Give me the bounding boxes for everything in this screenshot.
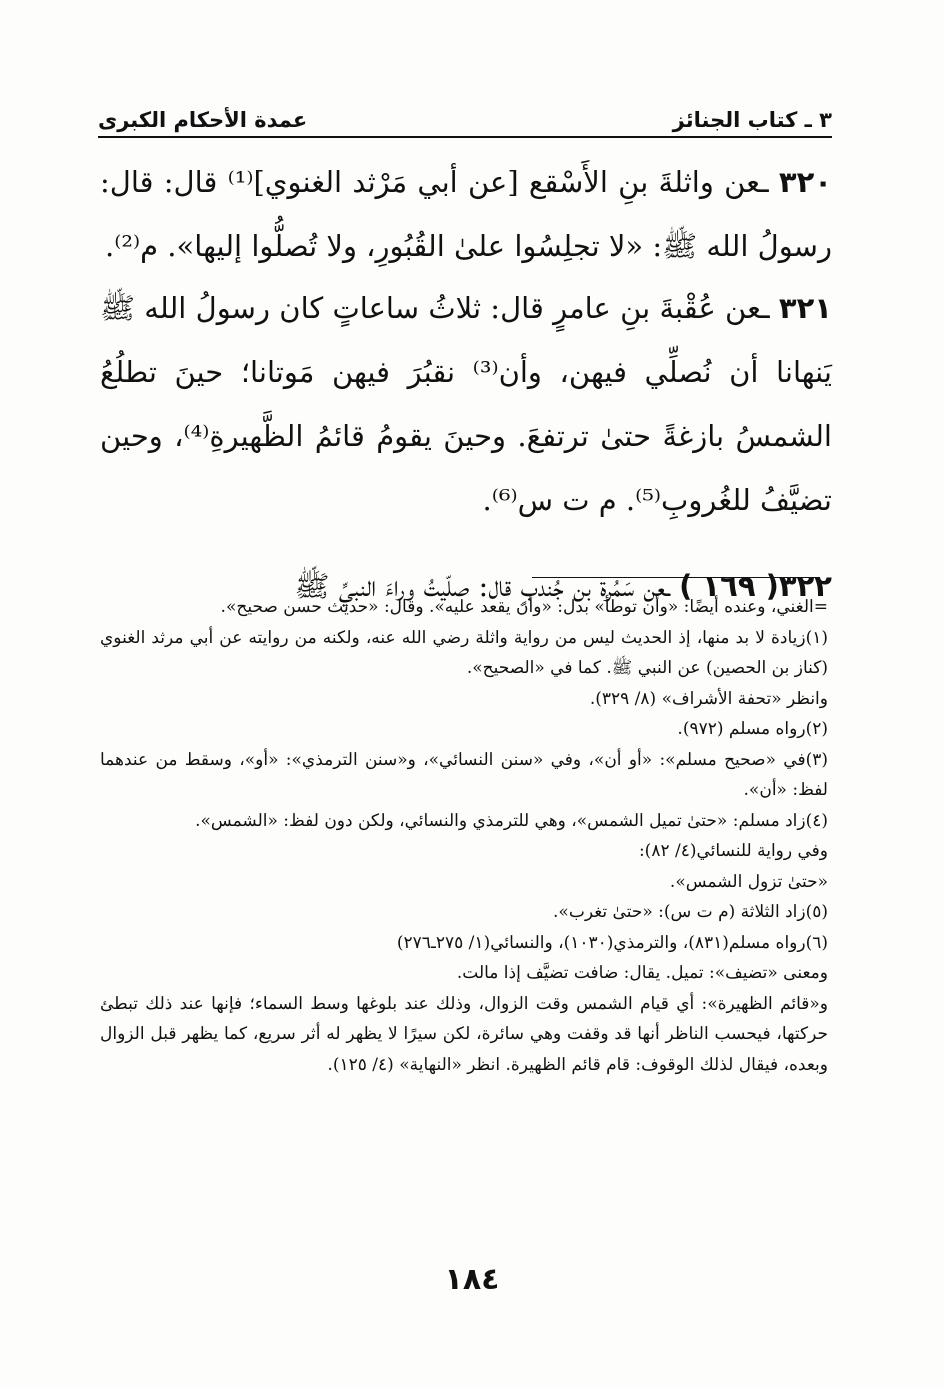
footnote: (٦)رواه مسلم(٨٣١)، والترمذي(١٠٣٠)، والنسائي(١/ ٢٧٥ـ٢٧٦): [396, 932, 828, 953]
footnote: و«قائم الظهيرة»: أي قيام الشمس وقت الزوال، وذلك عند بلوغها وسط السماء؛ فإنها عند ذلك تبطئ حركتها، فيحسب الناظر أنها قد وقفت وهي سائرة، لكن سيرًا لا يظهر له أثر سريع، كما يظهر قبل الزوال وبعده، فيقال لذلك الوقوف: قام قائم الظهيرة. انظر «النهاية» (٤/ ١٢٥).: [100, 993, 828, 1075]
hadith-320: [100, 150, 832, 278]
hadith-number: ٣٢١: [778, 291, 832, 325]
footnote: (٤)زاد مسلم: «حتىٰ تميل الشمس»، وهي للترمذي والنسائي، ولكن دون لفظ: «الشمس».: [195, 810, 828, 831]
hadith-321: [100, 276, 832, 532]
page-number: ١٨٤: [444, 1262, 500, 1297]
hadith-number: ٣٢٢( ١٦٩ ): [679, 569, 832, 603]
footnote: (١)زيادة لا بد منها، إذ الحديث ليس من رواية واثلة رضي الله عنه، ولكنه من روايته عن أبي مرثد الغنوي (كناز بن الحصين) عن النبي ﷺ. كما في «الصحيح».: [100, 627, 828, 678]
chapter-title: ٣ ـ كتاب الجنائز: [672, 108, 832, 132]
running-header: [98, 94, 832, 138]
footnote: (٣)في «صحيح مسلم»: «أو أن»، وفي «سنن النسائي»، و«سنن الترمذي»: «أو»، وسقط من عندهما لفظ: «أن».: [100, 749, 828, 800]
footnote: (٢)رواه مسلم (٩٧٢).: [677, 719, 828, 739]
footnote: =الغني، وعنده أيضًا: «وأن توطأ» بدل: «وأن يقعد عليه». وقال: «حديث حسن صحيح».: [220, 597, 828, 617]
hadith-text: ـعن واثلةَ بنِ الأَسْقع [عن أبي مَرْثد الغنوي]⁽¹⁾ قال: قال: رسولُ الله ﷺ: «لا تجلِسُوا علىٰ القُبُورِ، ولا تُصلُّوا إليها». م⁽²⁾.: [100, 165, 832, 263]
footnote: (٥)زاد الثلاثة (م ت س): «حتىٰ تغرب».: [553, 902, 828, 922]
book-title: عمدة الأحكام الكبرى: [98, 108, 308, 132]
footnote-separator: [532, 577, 820, 578]
hadith-text: ـعن عُقْبةَ بنِ عامرٍ قال: ثلاثُ ساعاتٍ كان رسولُ الله ﷺ يَنهانا أن نُصلِّي فيهن، وأن⁽³⁾ نقبُرَ فيهن مَوتانا؛ حينَ تطلُعُ الشمسُ بازغةً حتىٰ ترتفعَ. وحينَ يقومُ قائمُ الظَّهيرةِ⁽⁴⁾، وحين تضيَّفُ للغُروبِ⁽⁵⁾. م ت س⁽⁶⁾.: [100, 291, 832, 517]
main-text: [100, 150, 832, 618]
hadith-number: ٣٢٠: [778, 165, 833, 199]
footnote: «حتىٰ تزول الشمس».: [669, 871, 828, 892]
hadith-text: ـعن سَمُرة بن جُندبٍ قال: صلّيتُ وراءَ النبيِّ ﷺ: [294, 569, 670, 603]
footnotes: [100, 592, 828, 1080]
footnote: ومعنى «تضيف»: تميل. يقال: ضافت تضيَّف إذا مالت.: [456, 963, 828, 983]
footnote: وانظر «تحفة الأشراف» (٨/ ٣٢٩).: [589, 688, 828, 709]
footnote: وفي رواية للنسائي(٤/ ٨٢):: [638, 841, 828, 861]
